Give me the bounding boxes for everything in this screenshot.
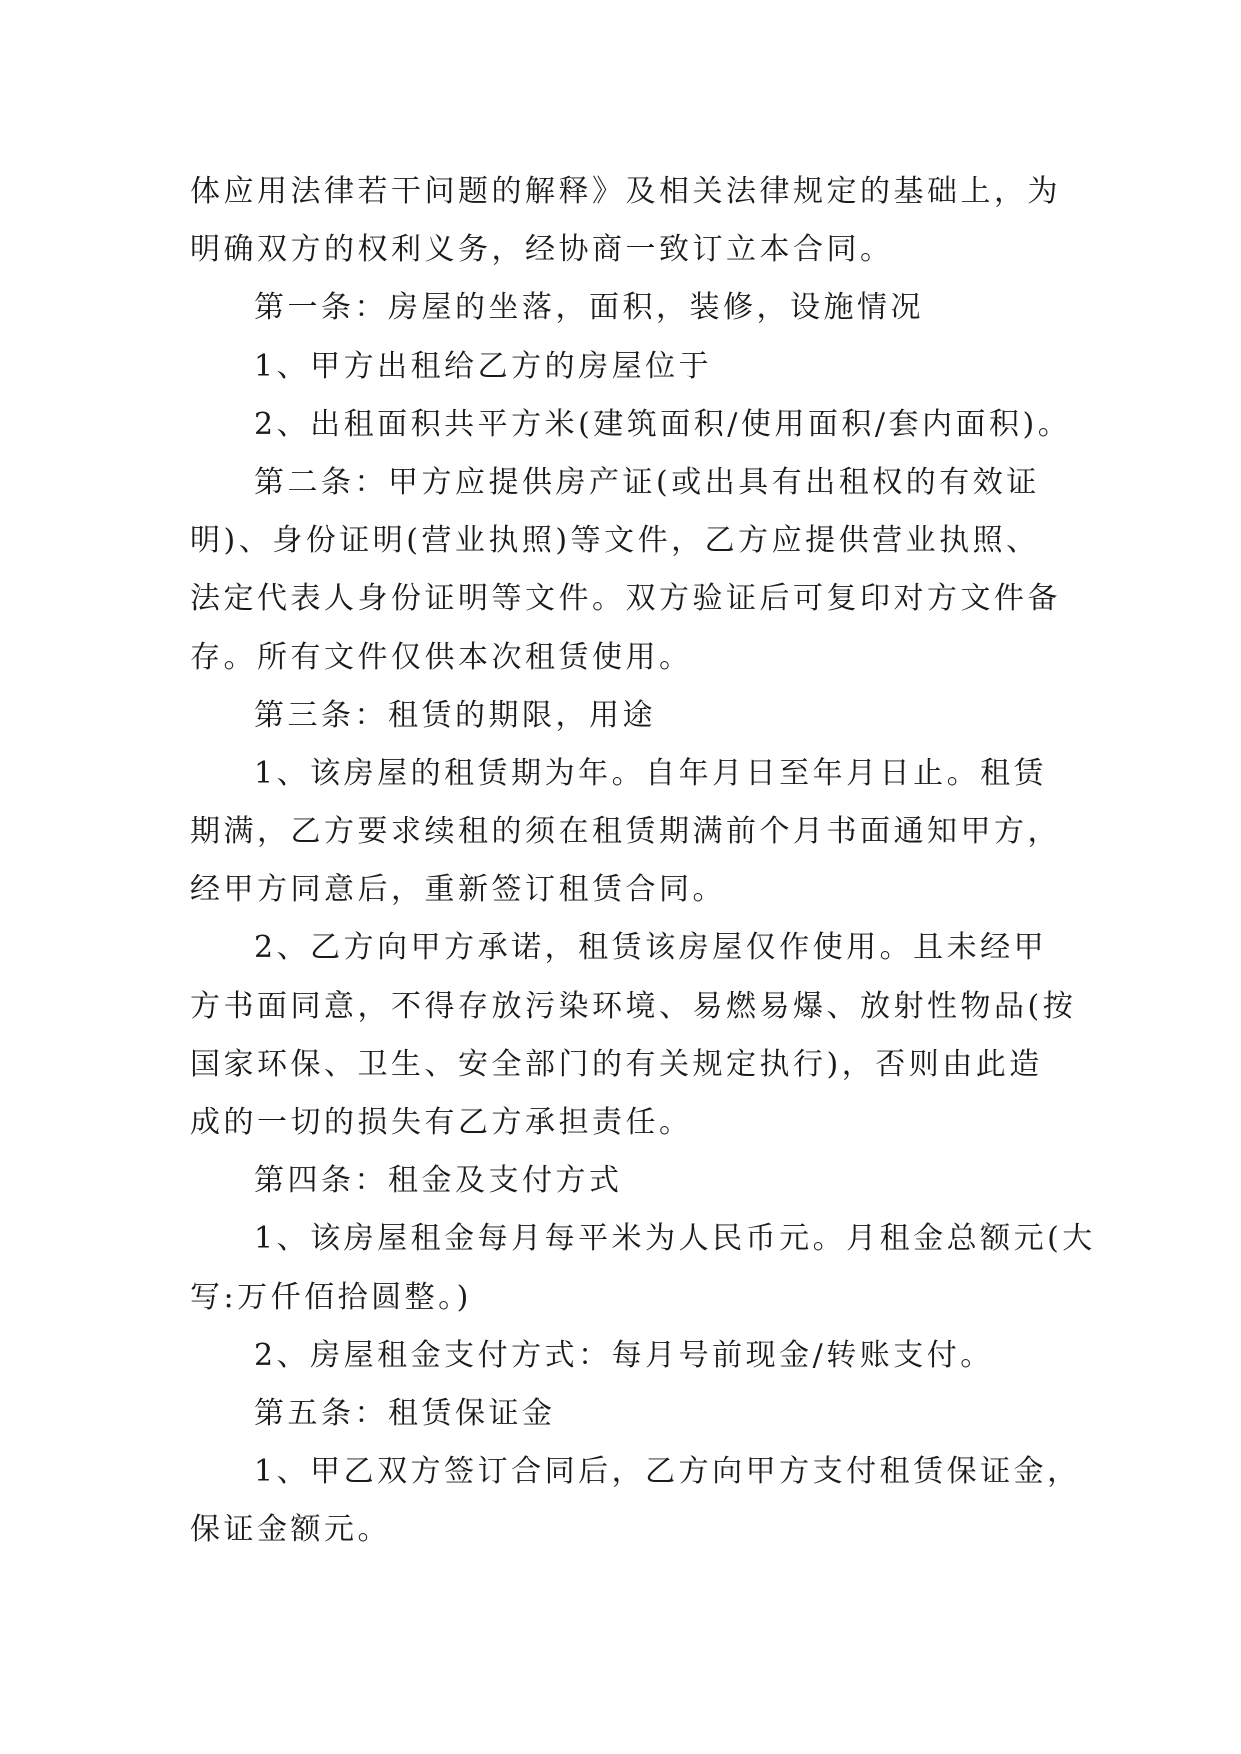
clause-item: 2、出租面积共平方米(建筑面积/使用面积/套内面积)。 bbox=[254, 406, 1072, 442]
text-line: 国家环保、卫生、安全部门的有关规定执行)，否则由此造 bbox=[190, 1046, 1043, 1082]
clause-item: 1、甲乙双方签订合同后，乙方向甲方支付租赁保证金， bbox=[254, 1454, 1081, 1490]
text-line: 保证金额元。 bbox=[190, 1512, 391, 1548]
article-heading: 第五条：租赁保证金 bbox=[254, 1395, 556, 1431]
text-line: 写:万仟佰拾圆整。) bbox=[190, 1279, 472, 1315]
article-heading: 第三条：租赁的期限，用途 bbox=[254, 697, 656, 733]
text-line: 法定代表人身份证明等文件。双方验证后可复印对方文件备 bbox=[190, 581, 1061, 617]
text-line: 方书面同意，不得存放污染环境、易燃易爆、放射性物品(按 bbox=[190, 988, 1077, 1024]
text-line: 体应用法律若干问题的解释》及相关法律规定的基础上，为 bbox=[190, 174, 1061, 209]
clause-item: 2、房屋租金支付方式：每月号前现金/转账支付。 bbox=[254, 1337, 994, 1373]
text-line: 明)、身份证明(营业执照)等文件，乙方应提供营业执照、 bbox=[190, 523, 1040, 559]
clause-item: 1、甲方出租给乙方的房屋位于 bbox=[254, 348, 713, 384]
document-body bbox=[190, 163, 1096, 1560]
text-line: 经甲方同意后，重新签订租赁合同。 bbox=[190, 872, 726, 908]
clause-item: 1、该房屋租金每月每平米为人民币元。月租金总额元(大 bbox=[254, 1221, 1096, 1257]
article-heading: 第二条：甲方应提供房产证(或出具有出租权的有效证 bbox=[254, 464, 1040, 500]
article-heading: 第一条：房屋的坐落，面积，装修，设施情况 bbox=[254, 290, 924, 326]
text-line: 成的一切的损失有乙方承担责任。 bbox=[190, 1105, 693, 1140]
clause-item: 1、该房屋的租赁期为年。自年月日至年月日止。租赁 bbox=[254, 755, 1048, 791]
clause-item: 2、乙方向甲方承诺，租赁该房屋仅作使用。且未经甲 bbox=[254, 930, 1048, 966]
text-line: 存。所有文件仅供本次租赁使用。 bbox=[190, 639, 693, 675]
text-line: 期满，乙方要求续租的须在租赁期满前个月书面通知甲方， bbox=[190, 814, 1061, 850]
text-line: 明确双方的权利义务，经协商一致订立本合同。 bbox=[190, 232, 894, 268]
article-heading: 第四条：租金及支付方式 bbox=[254, 1163, 623, 1199]
